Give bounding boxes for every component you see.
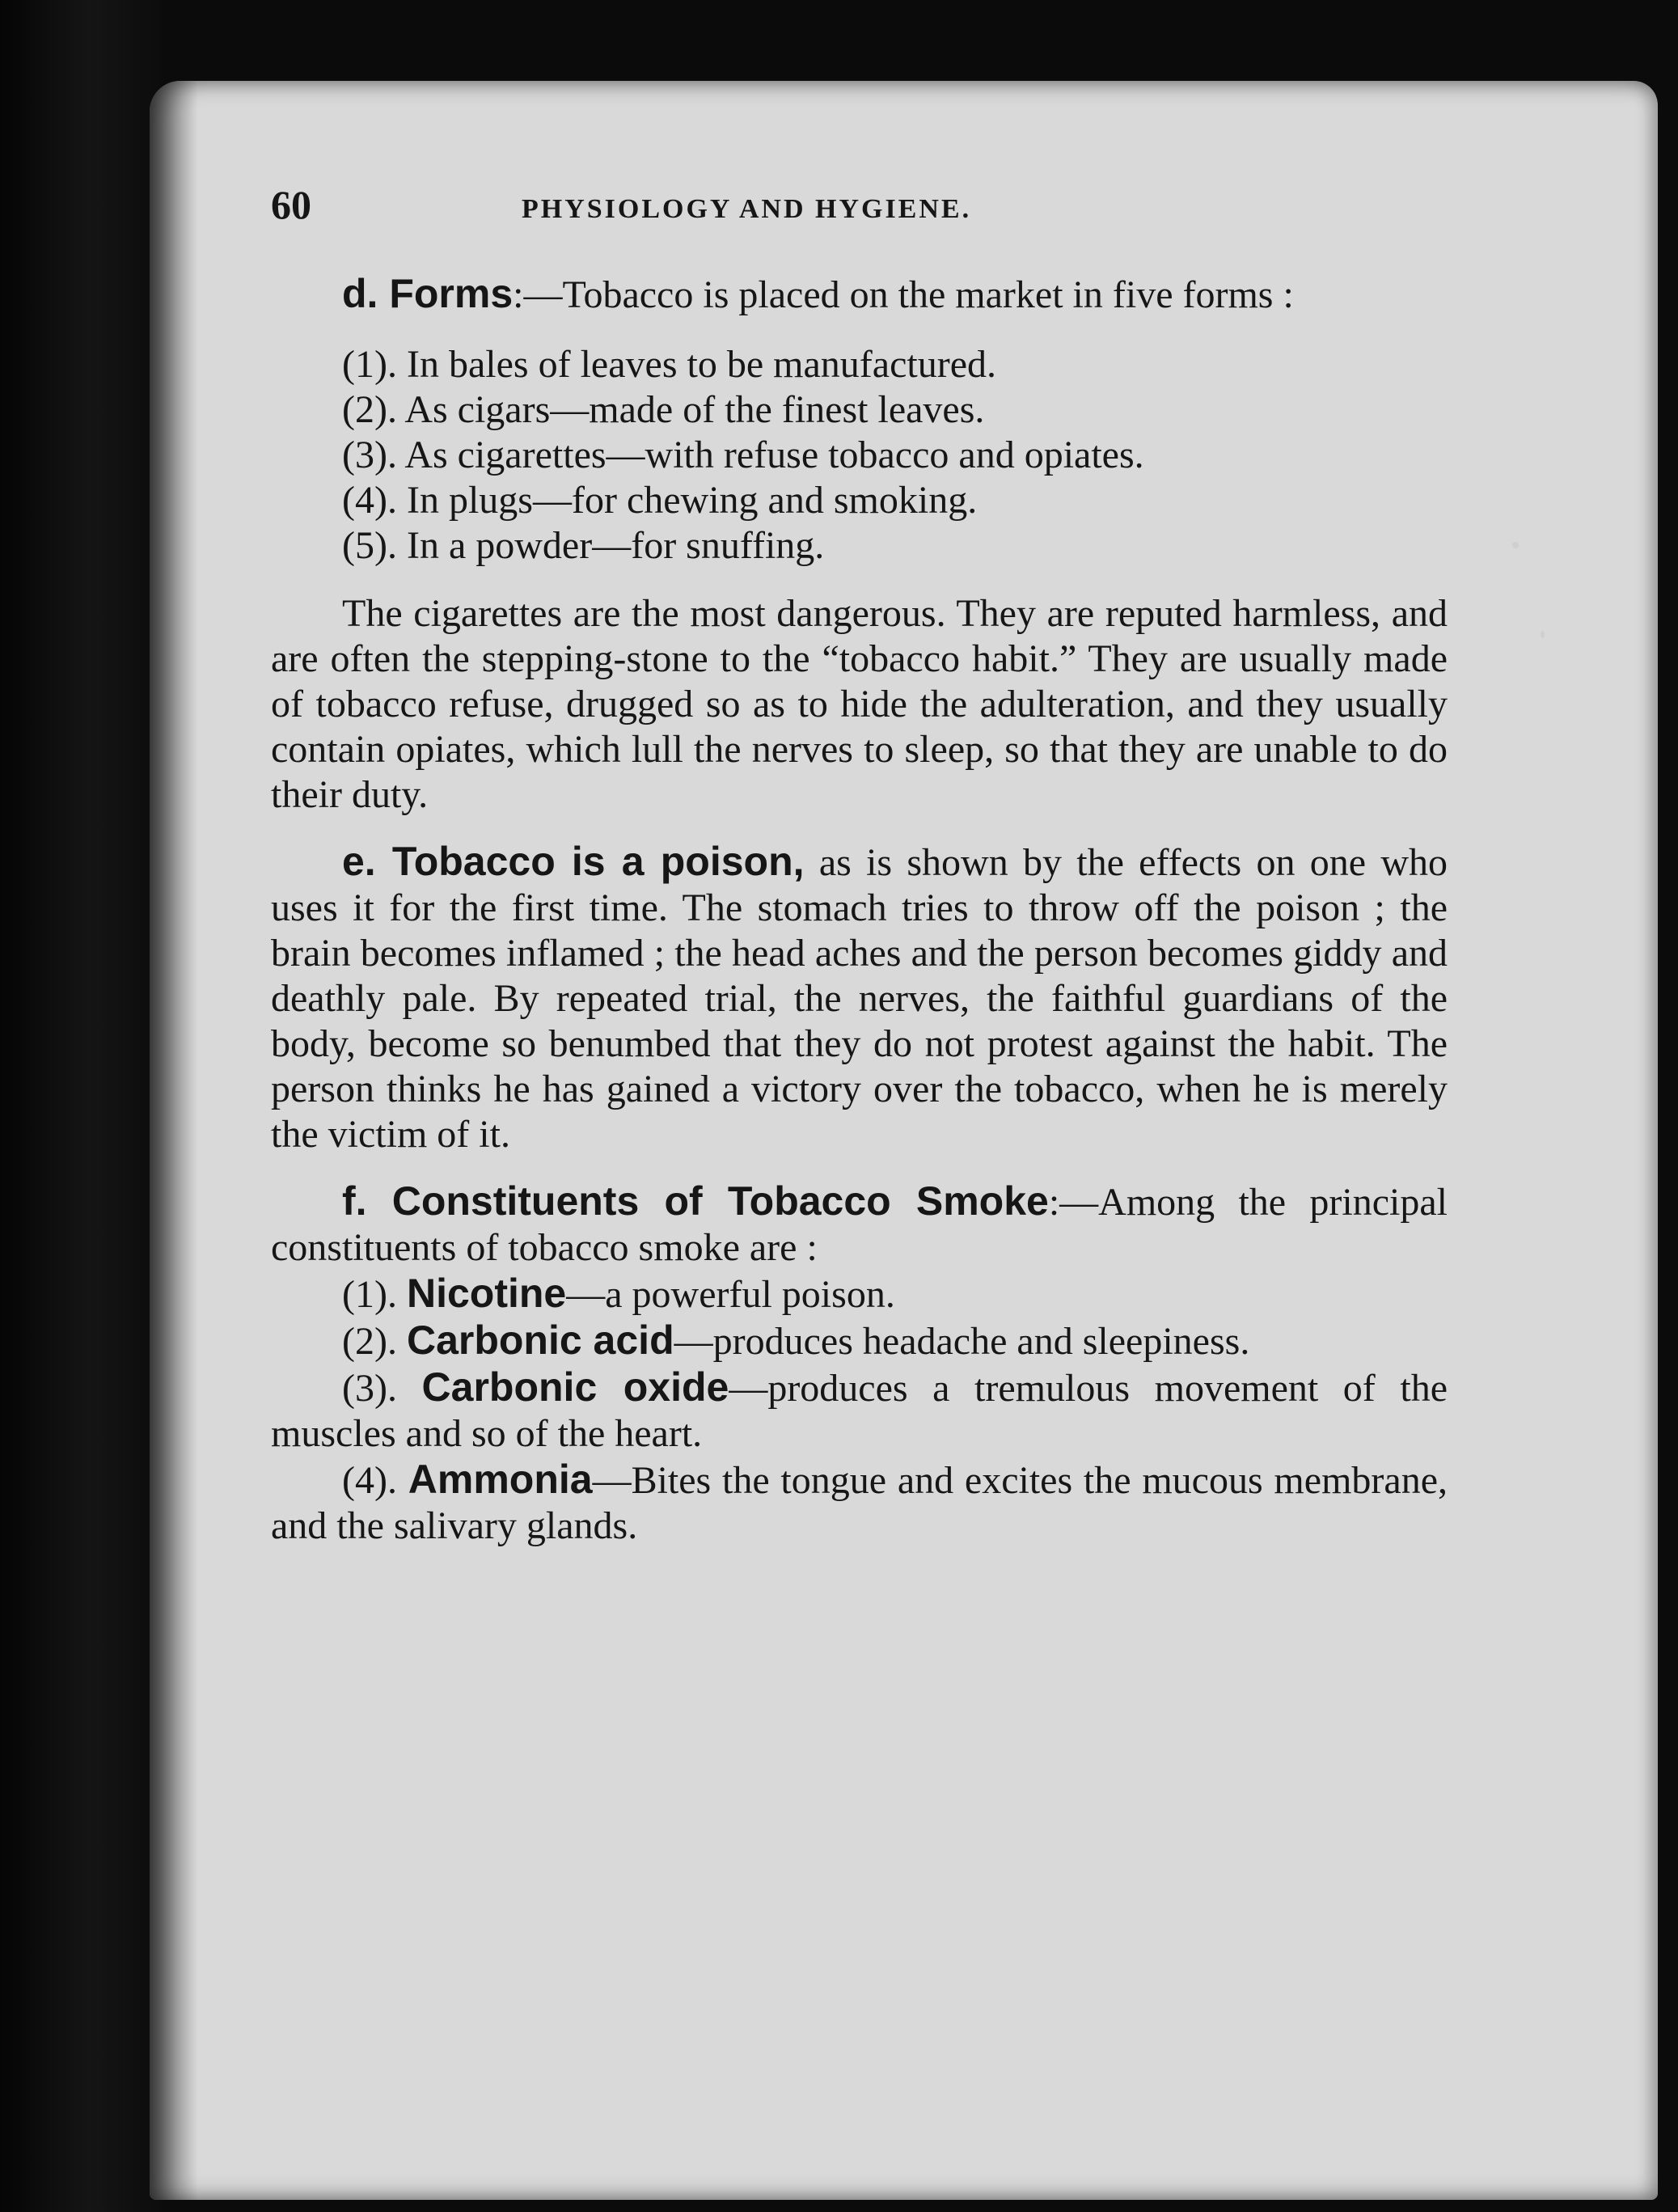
constituent-term: Nicotine xyxy=(406,1271,567,1316)
running-head xyxy=(271,182,1448,239)
section-e-label: e. Tobacco is a poison, xyxy=(342,839,805,884)
item-number: (2). xyxy=(342,1320,397,1363)
constituent-desc: —produces a tremulous movement of the muscles and so of the heart. xyxy=(271,1367,1448,1455)
section-d-intro xyxy=(271,271,1448,318)
constituent-desc: —Bites the tongue and excites the mucous membrane, and the salivary glands. xyxy=(271,1459,1448,1547)
list-item: (1). In bales of leaves to be manufactured. xyxy=(342,343,996,386)
section-d-label: d. Forms xyxy=(342,271,514,316)
section-f-intro xyxy=(271,1178,1448,1271)
page-number: 60 xyxy=(271,182,311,227)
section-f-label: f. Constituents of Tobacco Smoke xyxy=(342,1178,1049,1224)
background-edge xyxy=(0,0,162,2212)
dust-speck xyxy=(1512,542,1519,548)
constituent-item xyxy=(271,1317,1448,1364)
list-item: (4). In plugs—for chewing and smoking. xyxy=(342,479,978,522)
list-item: (3). As cigarettes—with refuse tobacco and opiates. xyxy=(342,434,1144,476)
section-e-paragraph xyxy=(271,839,1448,1157)
page-gutter-shadow xyxy=(150,81,198,2200)
constituent-item xyxy=(271,1457,1448,1549)
constituent-item xyxy=(271,1364,1448,1457)
forms-list xyxy=(342,342,1448,569)
cigarettes-paragraph: The cigarettes are the most dangerous. They are reputed harmless, and are often the stepping-stone to the “tobacco habit.” They are usually made of tobacco refuse, drugged so as to hide the adulteration, and they usually contain opiates, which lull the nerves to sleep, so that they are unable to do their duty. xyxy=(271,592,1448,816)
constituent-term: Ammonia xyxy=(408,1457,593,1502)
constituent-item xyxy=(271,1271,1448,1317)
list-item: (5). In a powder—for snuffing. xyxy=(342,524,825,567)
constituent-term: Carbonic acid xyxy=(406,1317,674,1363)
constituent-term: Carbonic oxide xyxy=(421,1364,729,1410)
constituent-desc: —produces headache and sleepiness. xyxy=(674,1320,1250,1363)
item-number: (3). xyxy=(342,1367,397,1410)
item-number: (1). xyxy=(342,1273,397,1316)
section-f-text: :—Among the principal constituents of tobacco smoke are : xyxy=(271,1181,1448,1269)
section-d-text: :—Tobacco is placed on the market in five forms : xyxy=(513,273,1294,316)
item-number: (4). xyxy=(342,1459,397,1502)
constituent-desc: —a powerful poison. xyxy=(566,1273,895,1316)
page-content xyxy=(271,182,1448,1549)
list-item: (2). As cigars—made of the finest leaves. xyxy=(342,388,985,431)
dust-speck xyxy=(1541,631,1545,638)
section-e-text: as is shown by the effects on one who uses it for the first time. The stomach tries to throw off the poison ; the brain becomes inflamed ; the head aches and the person becomes giddy and deathly pale. By repeated trial, the nerves, the faithful guardians of the body, become so benumbed that they do not protest against the habit. The person thinks he has gained a victory over the tobacco, when he is merely the victim of it. xyxy=(271,841,1448,1156)
running-title: PHYSIOLOGY AND HYGIENE. xyxy=(522,194,972,224)
